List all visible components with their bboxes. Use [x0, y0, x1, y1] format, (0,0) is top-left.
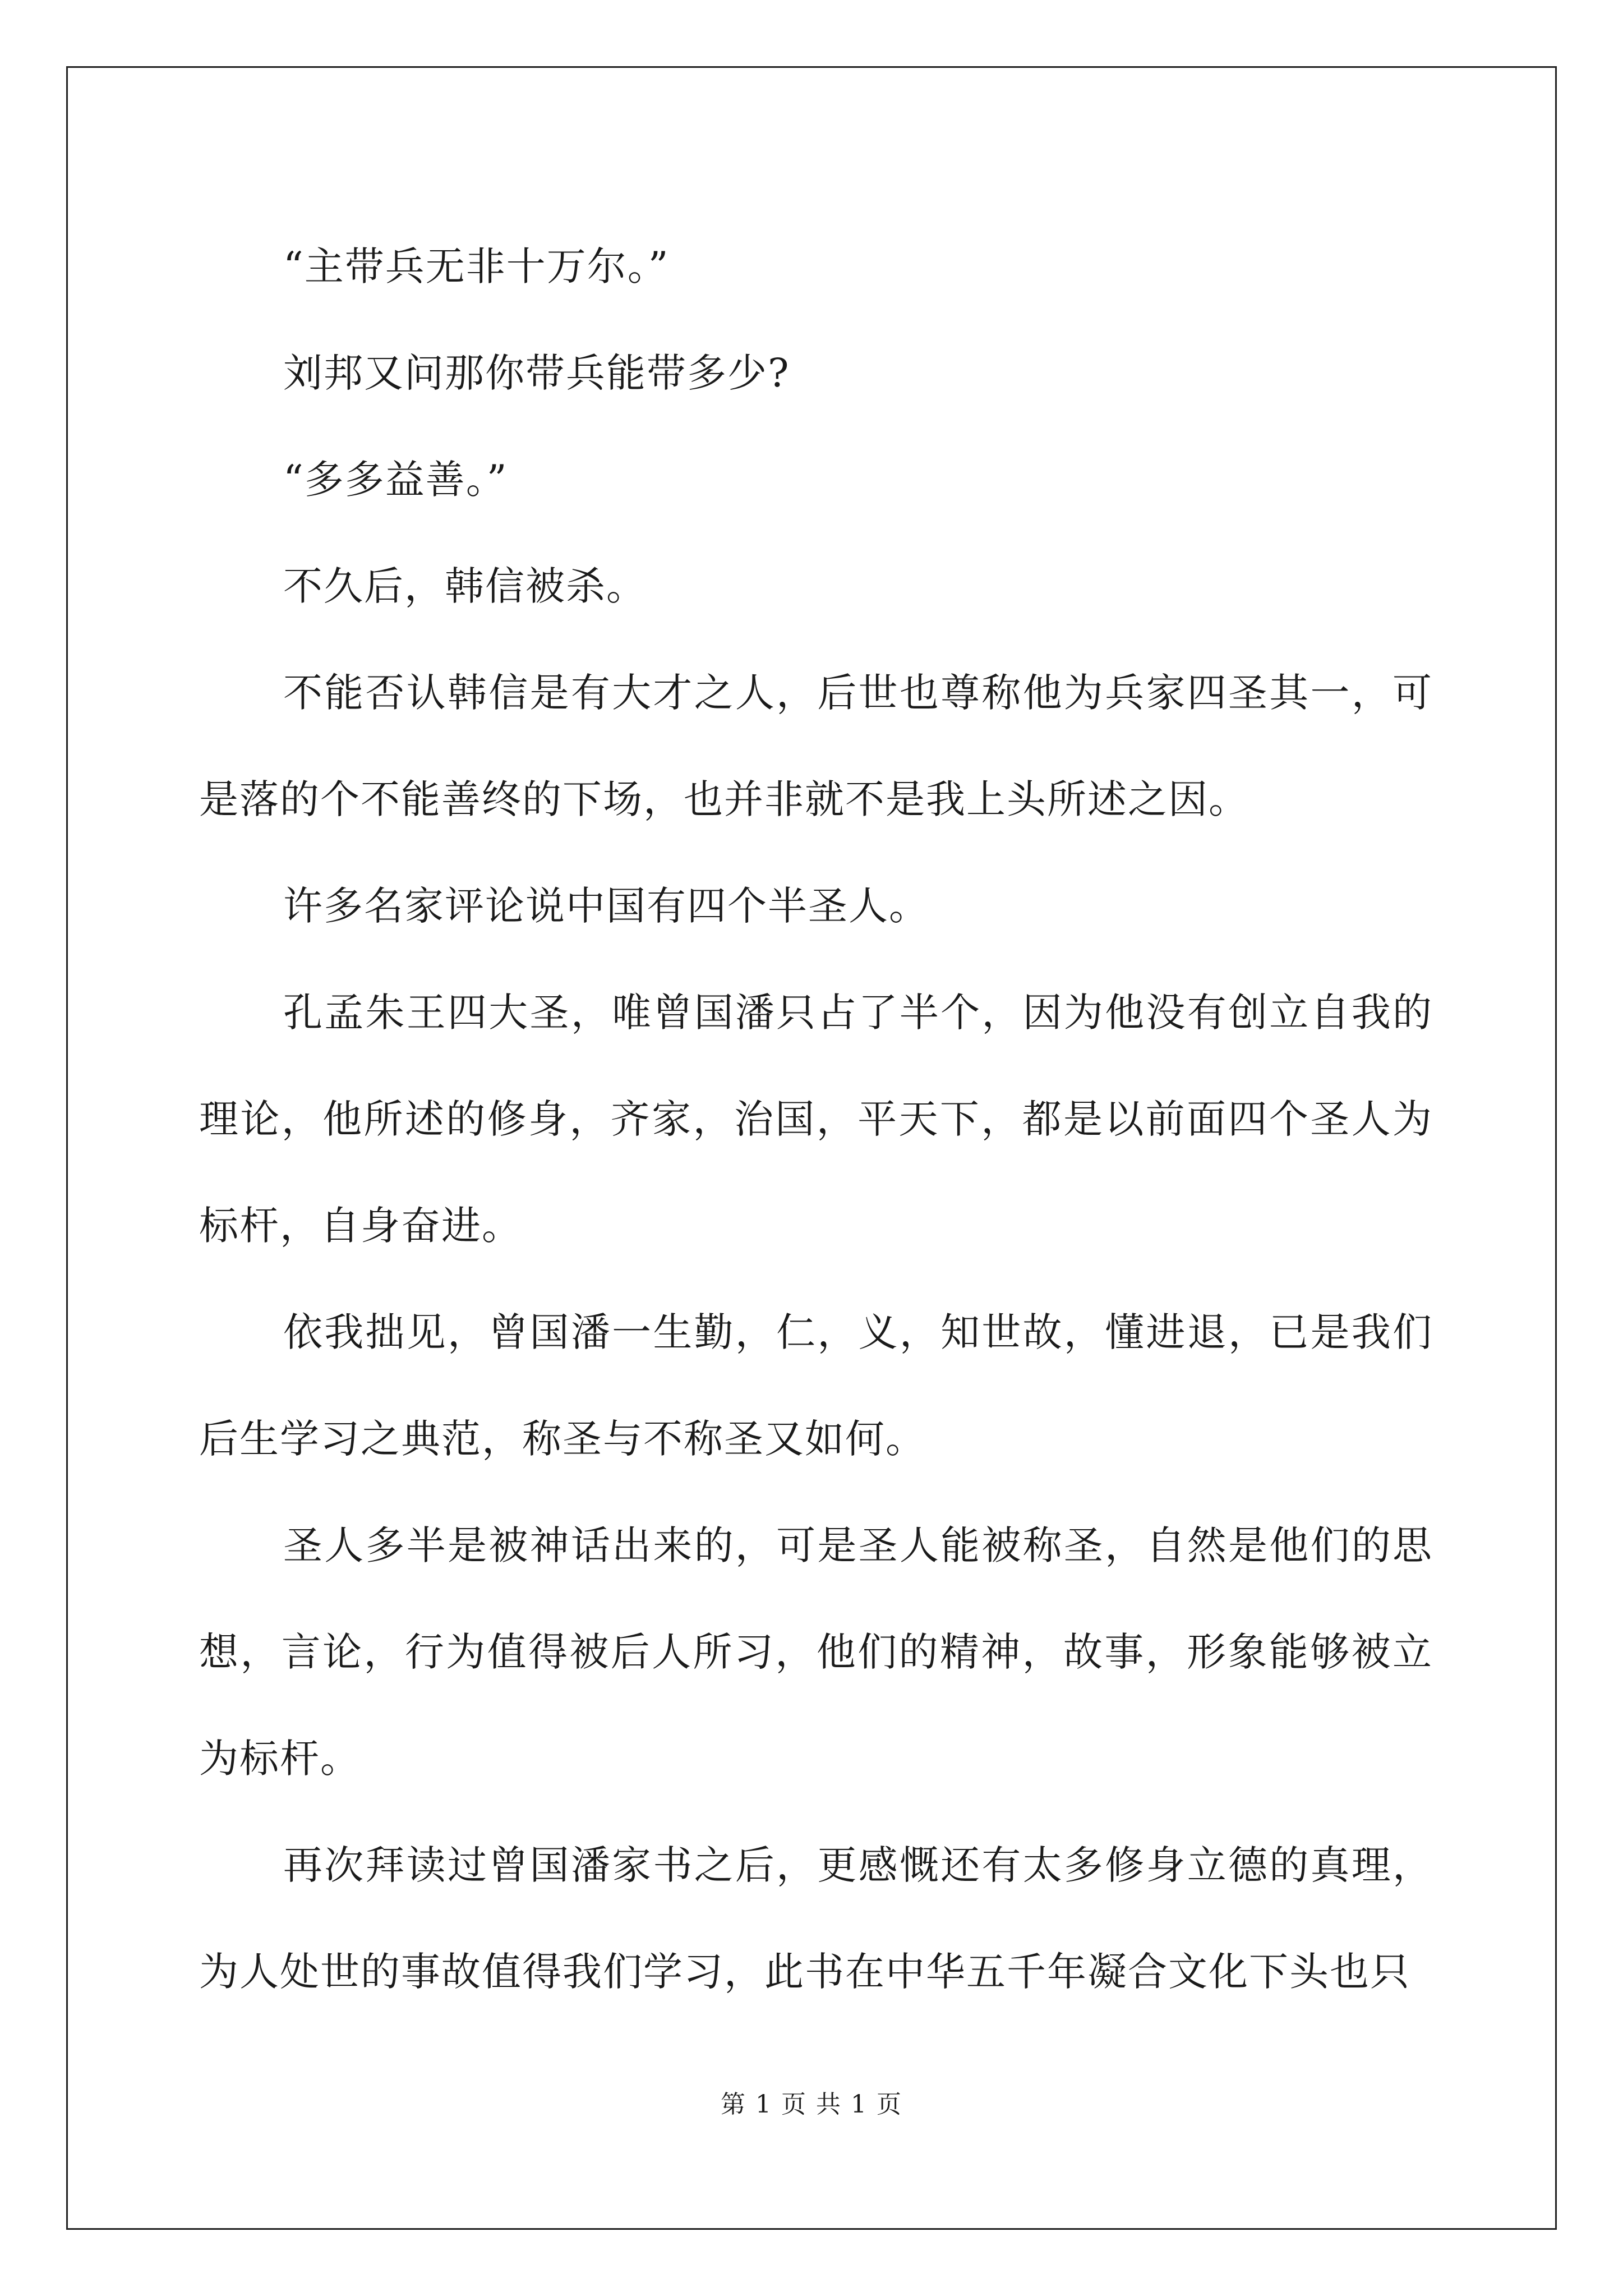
- page-number: 第 1 页 共 1 页: [721, 2090, 902, 2119]
- paragraph: 再次拜读过曾国潘家书之后，更感慨还有太多修身立德的真理，为人处世的事故值得我们学习，此书在中华五千年凝合文化下头也只: [199, 1842, 1433, 1995]
- paragraph: 依我拙见，曾国潘一生勤，仁，义，知世故，懂进退，已是我们后生学习之典范，称圣与不称圣又如何。: [199, 1309, 1433, 1462]
- paragraph: 不久后，韩信被杀。: [283, 563, 647, 609]
- paragraph: 孔孟朱王四大圣，唯曾国潘只占了半个，因为他没有创立自我的理论，他所述的修身，齐家，治国，平天下，都是以前面四个圣人为标杆，自身奋进。: [199, 990, 1433, 1249]
- paragraph: 不能否认韩信是有大才之人，后世也尊称他为兵家四圣其一，可是落的个不能善终的下场，也并非就不是我上头所述之因。: [199, 670, 1433, 822]
- paragraph: “主带兵无非十万尔。”: [283, 243, 670, 289]
- document-body: [199, 213, 1433, 2025]
- paragraph: “多多益善。”: [283, 457, 508, 503]
- paragraph: 圣人多半是被神话出来的，可是圣人能被称圣，自然是他们的思想，言论，行为值得被后人所习，他们的精神，故事，形象能够被立为标杆。: [199, 1522, 1433, 1782]
- paragraph: 许多名家评论说中国有四个半圣人。: [283, 883, 929, 929]
- paragraph: 刘邦又问那你带兵能带多少?: [283, 350, 790, 396]
